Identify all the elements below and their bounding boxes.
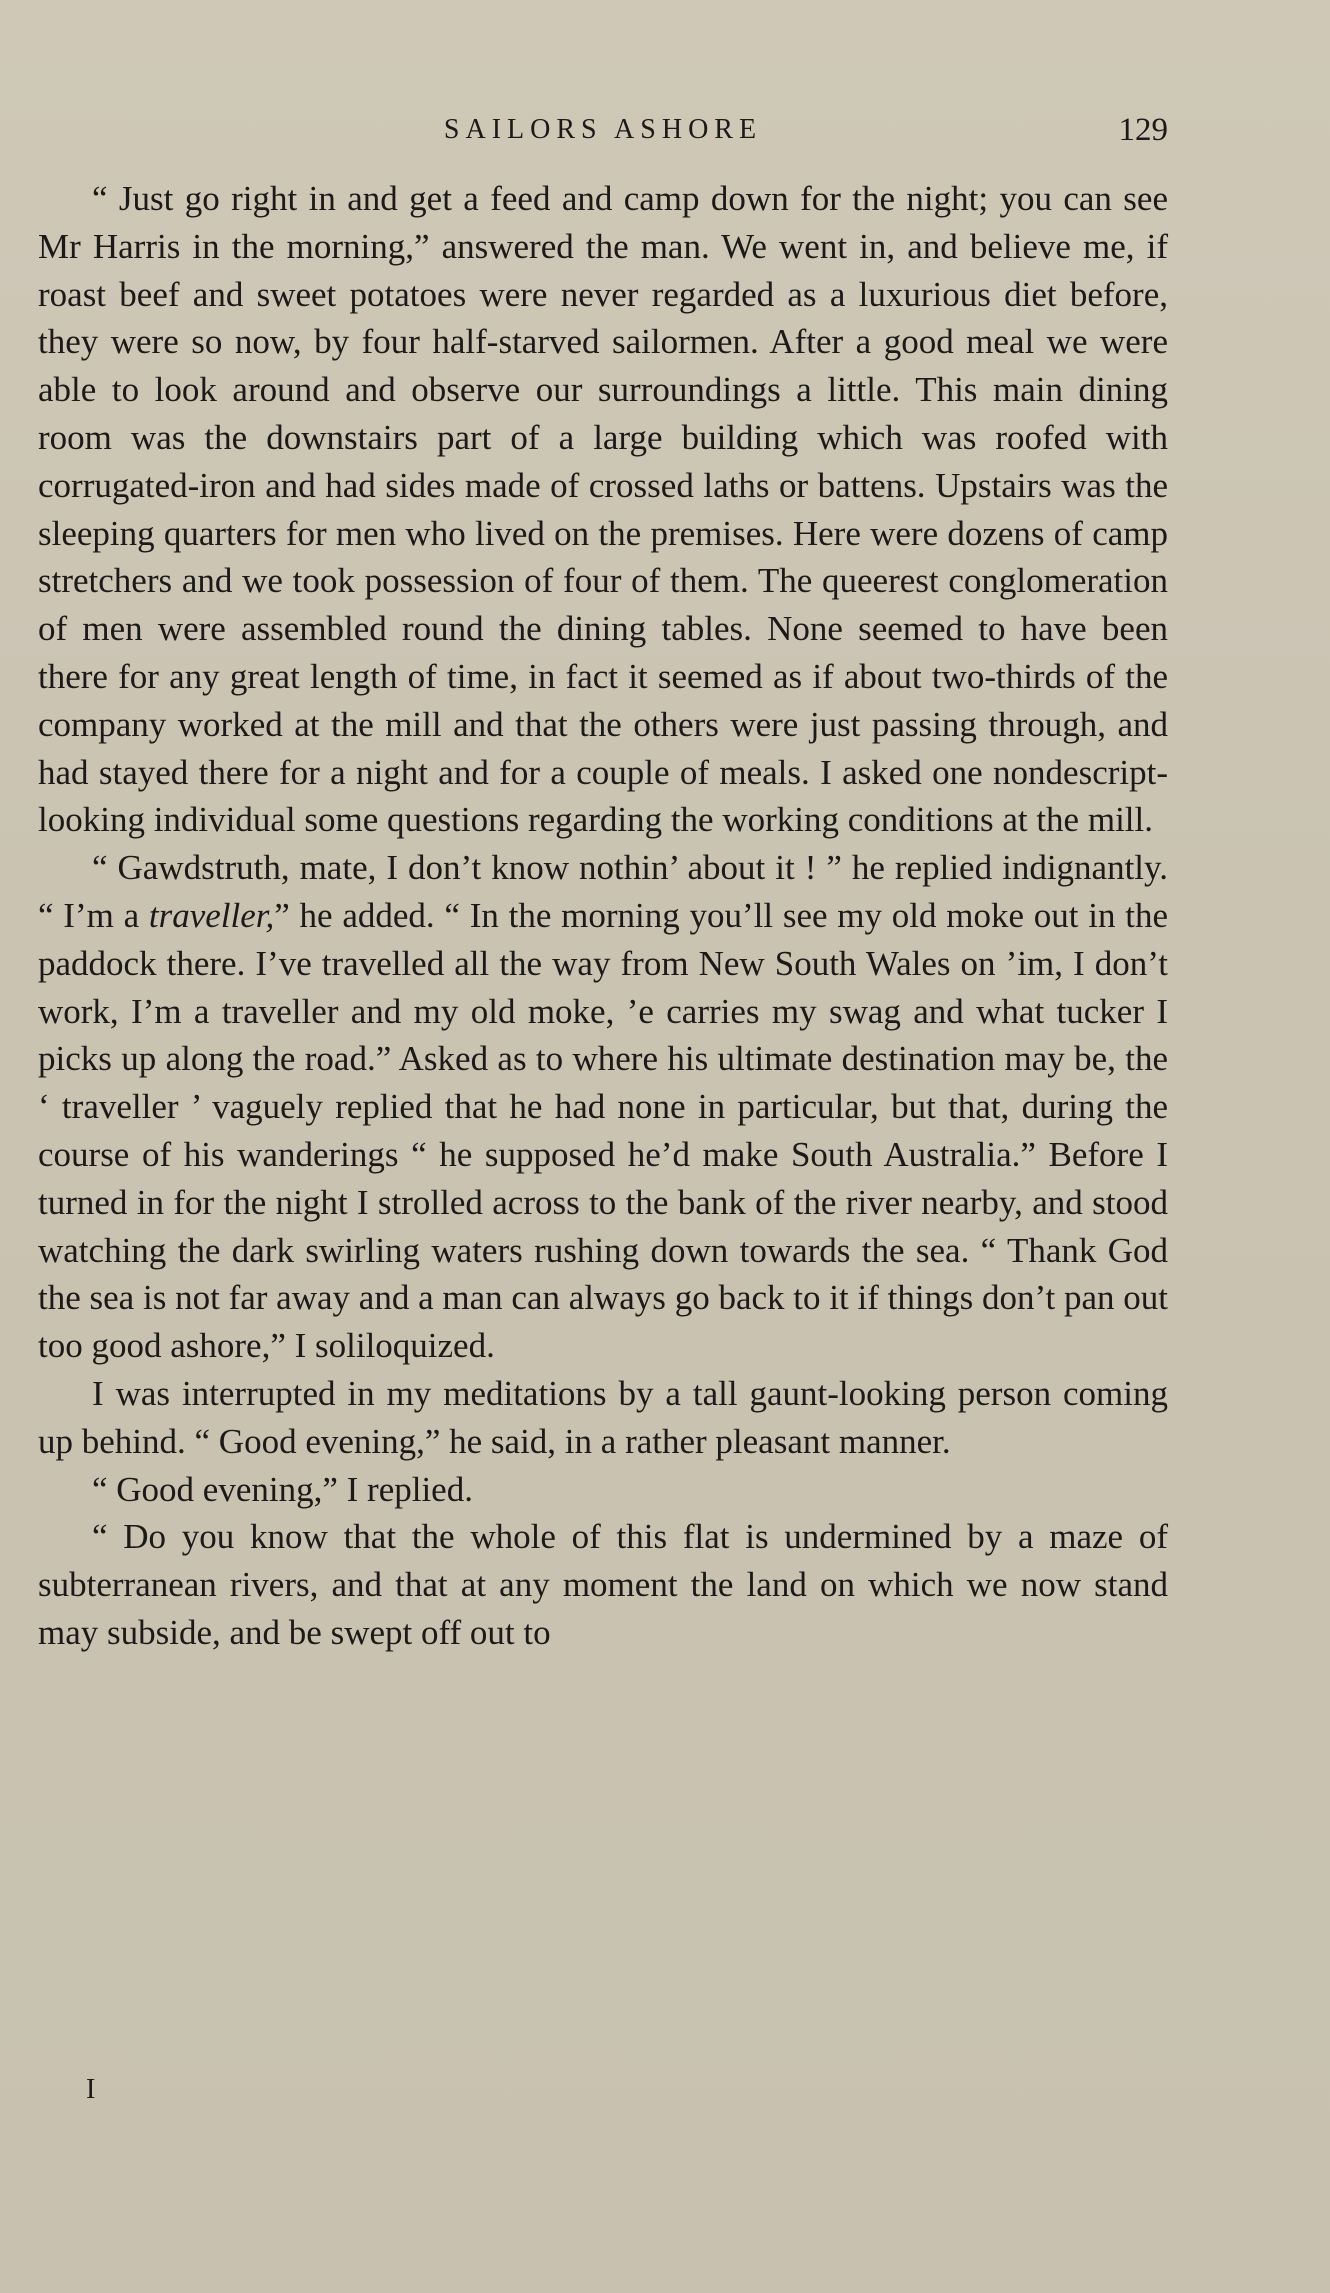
- paragraph-2: [38, 844, 1168, 1370]
- running-head: [38, 108, 1168, 152]
- paragraph-4: “ Good evening,” I replied.: [92, 1469, 473, 1509]
- body-text: [38, 175, 1168, 1657]
- paragraph-1: “ Just go right in and get a feed and camp down for the night; you can see Mr Harris in the morning,” answered the man. We went in, and believe me, if roast beef and sweet potatoes were never regarded as a luxurious diet before, they were so now, by four half-starved sailormen. After a good meal we were able to look around and observe our surroundings a little. This main dining room was the downstairs part of a large building which was roofed with corrugated-iron and had sides made of crossed laths or battens. Upstairs was the sleeping quarters for men who lived on the premises. Here were dozens of camp stretchers and we took possession of four of them. The queerest conglomeration of men were assembled round the dining tables. None seemed to have been there for any great length of time, in fact it seemed as if about two-thirds of the company worked at the mill and that the others were just passing through, and had stayed there for a night and for a couple of meals. I asked one nondescript-looking individual some questions regarding the working conditions at the mill.: [38, 179, 1168, 840]
- page-number: 129: [1118, 112, 1168, 148]
- paragraph-2-emphasis: traveller,: [148, 895, 275, 935]
- paragraph-5: “ Do you know that the whole of this flat is undermined by a maze of subterranean rivers, and that at any moment the land on which we now stand may subside, and be swept off out to: [38, 1517, 1168, 1652]
- paragraph-3: I was interrupted in my meditations by a tall gaunt-looking person coming up behind. “ Good evening,” he said, in a rather pleasant manner.: [38, 1373, 1168, 1461]
- running-title: SAILORS ASHORE: [443, 114, 763, 145]
- paragraph-2-before: “ Gawdstruth, mate, I don’t know nothin’ about it ! ” he replied indignantly. “ I’m a: [38, 848, 1168, 935]
- signature-mark: I: [86, 2074, 96, 2105]
- paragraph-2-after: ” he added. “ In the morning you’ll see my old moke out in the paddock there. I’ve travelled all the way from New South Wales on ’im, I don’t work, I’m a traveller and my old moke, ’e carries my swag and what tucker I picks up along the road.” Asked as to where his ultimate destination may be, the ‘ traveller ’ vaguely replied that he had none in particular, but that, during the course of his wanderings “ he supposed he’d make South Australia.” Before I turned in for the night I strolled across to the bank of the river nearby, and stood watching the dark swirling waters rushing down towards the sea. “ Thank God the sea is not far away and a man can always go back to it if things don’t pan out too good ashore,” I soliloquized.: [38, 895, 1168, 1366]
